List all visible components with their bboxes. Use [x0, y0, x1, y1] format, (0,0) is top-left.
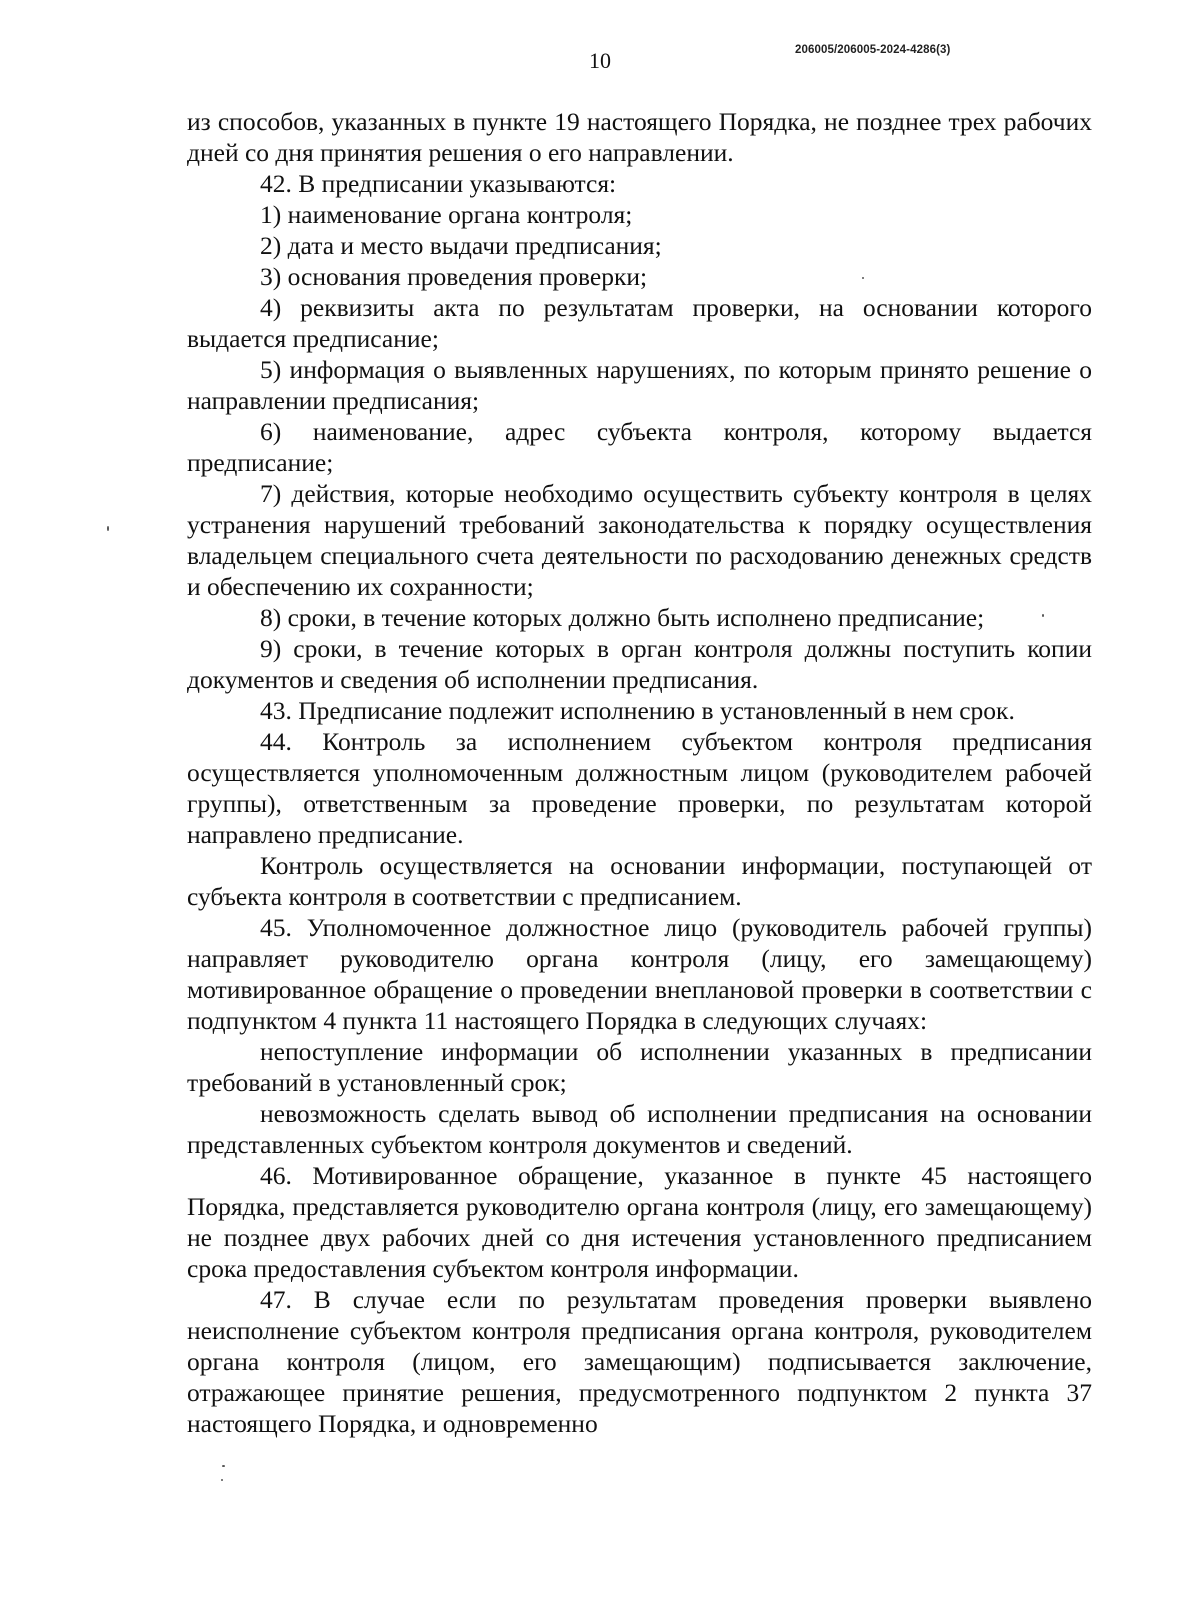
document-registration-code: 206005/206005-2024-4286(3): [795, 44, 951, 56]
scan-speck: [222, 1465, 225, 1467]
list-item-6: 6) наименование, адрес субъекта контроля, которому выдается предписание;: [187, 417, 1092, 477]
paragraph-clause-43: 43. Предписание подлежит исполнению в установленный в нем срок.: [260, 696, 1015, 725]
list-item-8: 8) сроки, в течение которых должно быть исполнено предписание;: [260, 603, 985, 632]
list-item-1: 1) наименование органа контроля;: [260, 200, 633, 229]
list-item-7: 7) действия, которые необходимо осуществить субъекту контроля в целях устранения нарушений требований законодательства к порядку осуществления владельцем специального счета деятельности по расходованию денежных средств и обеспечению их сохранности;: [187, 479, 1092, 601]
paragraph-clause-47: 47. В случае если по результатам проведения проверки выявлено неисполнение субъектом контроля предписания органа контроля, руководителем органа контроля (лицом, его замещающим) подписывается заключение, отражающее принятие решения, предусмотренного подпунктом 2 пункта 37 настоящего Порядка, и одновременно: [187, 1285, 1092, 1438]
list-item-3: 3) основания проведения проверки;: [260, 262, 648, 291]
paragraph-clause-44: 44. Контроль за исполнением субъектом контроля предписания осуществляется уполномоченным должностным лицом (руководителем рабочей группы), ответственным за проведение проверки, по результатам которой направлено предписание.: [187, 727, 1092, 849]
list-item-5: 5) информация о выявленных нарушениях, по которым принято решение о направлении предписания;: [187, 355, 1092, 415]
page-number: 10: [589, 48, 611, 73]
list-item-4: 4) реквизиты акта по результатам проверки, на основании которого выдается предписание;: [187, 293, 1092, 353]
scan-speck: [107, 526, 109, 531]
paragraph-continuation: из способов, указанных в пункте 19 настоящего Порядка, не позднее трех рабочих дней со дня принятия решения о его направлении.: [187, 107, 1092, 167]
list-item-9: 9) сроки, в течение которых в орган контроля должны поступить копии документов и сведения об исполнении предписания.: [187, 634, 1092, 694]
paragraph-clause-46: 46. Мотивированное обращение, указанное в пункте 45 настоящего Порядка, представляется руководителю органа контроля (лицу, его замещающему) не позднее двух рабочих дней со дня истечения установленного предписанием срока предоставления субъектом контроля информации.: [187, 1161, 1092, 1283]
paragraph-clause-45-case-1: непоступление информации об исполнении указанных в предписании требований в установленный срок;: [187, 1037, 1092, 1097]
paragraph-clause-45: 45. Уполномоченное должностное лицо (руководитель рабочей группы) направляет руководителю органа контроля (лицу, его замещающему) мотивированное обращение о проведении внеплановой проверки в соответствии с подпунктом 4 пункта 11 настоящего Порядка в следующих случаях:: [187, 913, 1092, 1035]
paragraph-clause-44-control: Контроль осуществляется на основании информации, поступающей от субъекта контроля в соответствии с предписанием.: [187, 851, 1092, 911]
paragraph-clause-45-case-2: невозможность сделать вывод об исполнении предписания на основании представленных субъектом контроля документов и сведений.: [187, 1099, 1092, 1159]
document-body: [187, 106, 1092, 1439]
scan-speck: [221, 1479, 223, 1481]
list-item-2: 2) дата и место выдачи предписания;: [260, 231, 662, 260]
paragraph-clause-42: 42. В предписании указываются:: [260, 169, 617, 198]
scan-speck: [862, 277, 864, 279]
scan-speck: [1042, 614, 1044, 617]
